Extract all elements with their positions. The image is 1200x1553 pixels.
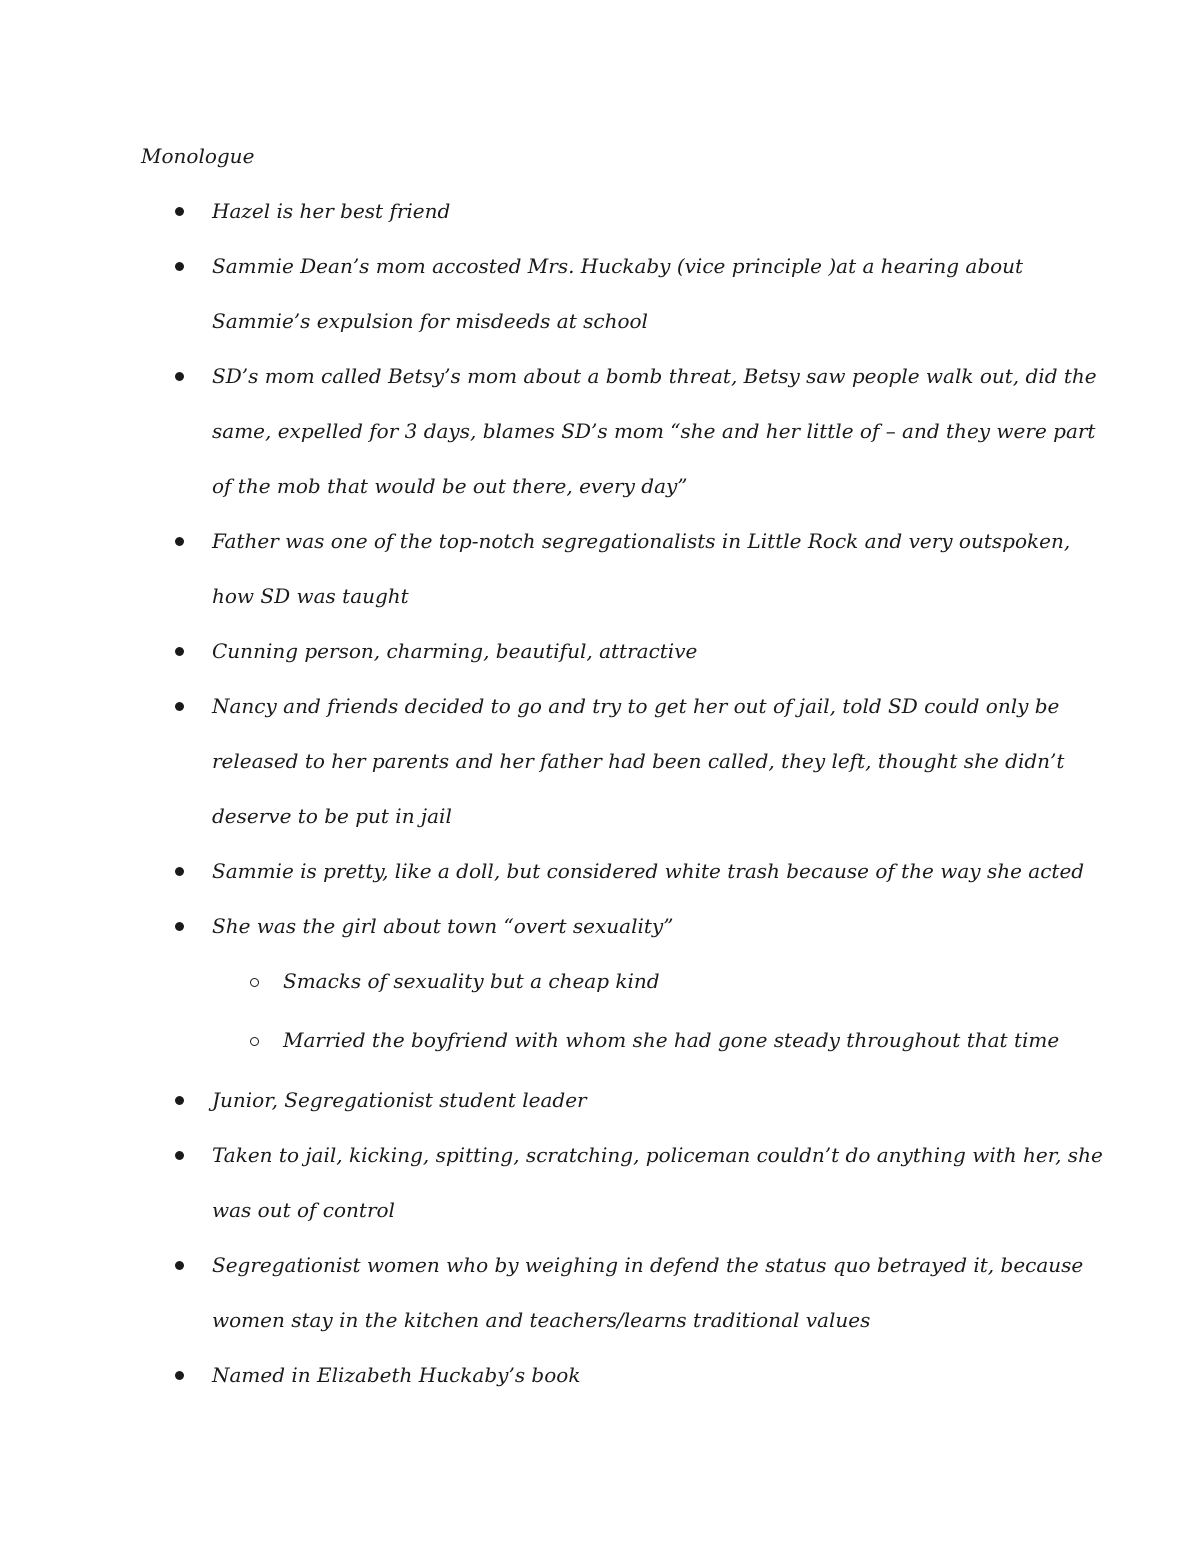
list-item [212,1348,1072,1403]
list-item-line: Sammie Dean’s mom accosted Mrs. Huckaby (vice principle )at a hearing about [212,254,1024,278]
list-item [212,679,1072,844]
list-item-line: Junior, Segregationist student leader [212,1088,587,1112]
list-item-line: Married the boyfriend with whom she had gone steady throughout that time [283,1028,1060,1052]
list-item [212,1128,1103,1238]
list-item [212,1238,1084,1348]
list-item [212,349,1097,514]
bullet-icon [175,647,184,656]
list-item-line: of the mob that would be out there, every day” [212,474,688,498]
list-item-line: was out of control [212,1198,395,1222]
circle-bullet-icon [250,1037,259,1046]
list-item-line: Nancy and friends decided to go and try to get her out of jail, told SD could only be [212,694,1060,718]
list-item-line: Sammie is pretty, like a doll, but considered white trash because of the way she acted [212,859,1085,883]
list-item-line: She was the girl about town “overt sexuality” [212,914,674,938]
bullet-icon [175,867,184,876]
list-item-line: Cunning person, charming, beautiful, attractive [212,639,698,663]
sub-list-item [283,1013,1083,1068]
bullet-icon [175,207,184,216]
list-item-line: how SD was taught [212,584,409,608]
bullet-icon [175,1371,184,1380]
list-item-line: Hazel is her best friend [212,199,451,223]
circle-bullet-icon [250,978,259,987]
list-item-line: SD’s mom called Betsy’s mom about a bomb threat, Betsy saw people walk out, did the [212,364,1097,388]
list-item [212,899,1072,954]
bullet-icon [175,922,184,931]
bullet-icon [175,262,184,271]
list-item-line: deserve to be put in jail [212,804,452,828]
bullet-icon [175,1096,184,1105]
list-item [212,844,1085,899]
list-item [212,624,1072,679]
list-item-line: same, expelled for 3 days, blames SD’s mom “she and her little of – and they were part [212,419,1096,443]
bullet-icon [175,537,184,546]
bullet-icon [175,372,184,381]
list-item [212,1073,1072,1128]
list-item-line: Taken to jail, kicking, spitting, scratching, policeman couldn’t do anything with her, she [212,1143,1103,1167]
list-item-line: released to her parents and her father had been called, they left, thought she didn’t [212,749,1065,773]
list-item-line: Sammie’s expulsion for misdeeds at school [212,309,648,333]
list-item-line: Segregationist women who by weighing in defend the status quo betrayed it, because [212,1253,1084,1277]
list-item [212,514,1072,624]
list-item [212,184,1072,239]
bullet-icon [175,1151,184,1160]
bullet-icon [175,702,184,711]
list-item-line: Named in Elizabeth Huckaby’s book [212,1363,581,1387]
list-item-line: Smacks of sexuality but a cheap kind [283,969,660,993]
list-item [212,239,1072,349]
list-item-line: women stay in the kitchen and teachers/learns traditional values [212,1308,871,1332]
bullet-icon [175,1261,184,1270]
list-item-line: Father was one of the top-notch segregationalists in Little Rock and very outspoken, [212,529,1071,553]
sub-list-item [283,954,1083,1009]
document-heading: Monologue [141,144,255,168]
